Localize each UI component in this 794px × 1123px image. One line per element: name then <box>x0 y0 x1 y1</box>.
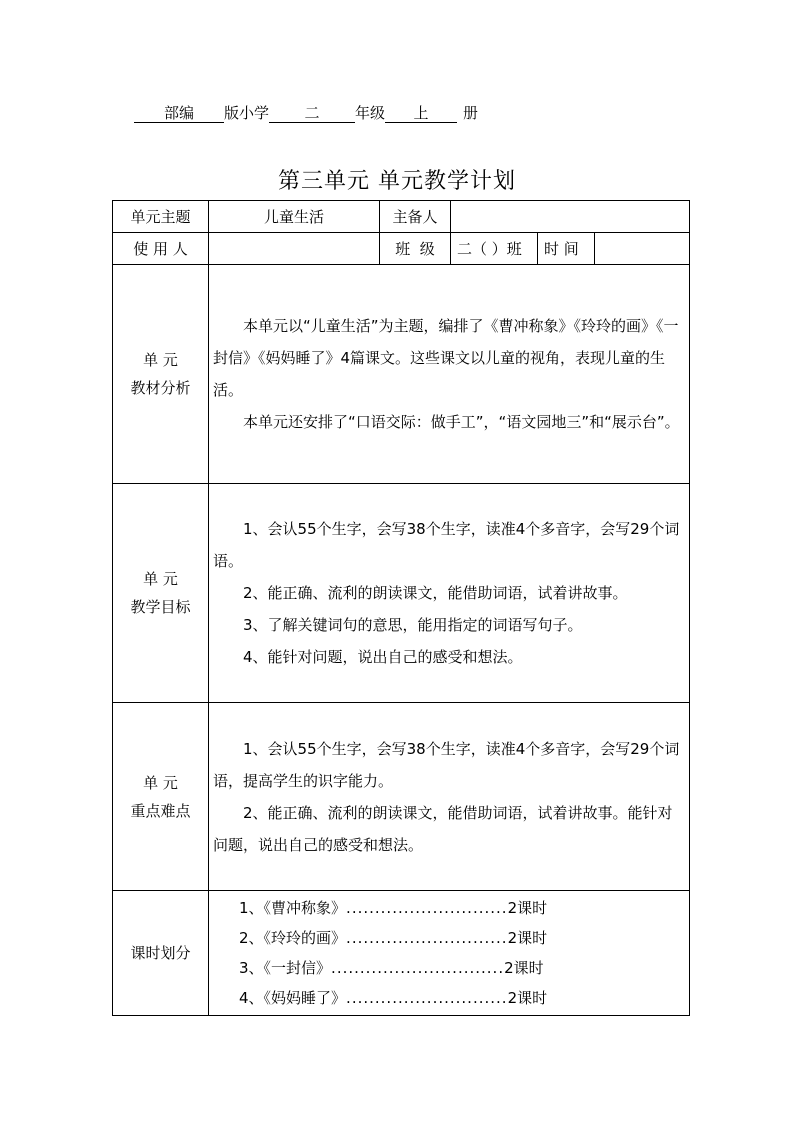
book-label: 册 <box>463 104 479 122</box>
leader-dots: ............................ <box>346 899 508 917</box>
key-item: 1、会认55个生字，会写38个生字，读准4个多音字，会写29个词语，提高学生的识字能力。 <box>213 739 680 790</box>
user-label: 使 用 人 <box>113 233 209 265</box>
analysis-label-line2: 教材分析 <box>130 379 191 397</box>
user-row <box>113 233 690 265</box>
goals-label-line2: 教学目标 <box>130 598 191 616</box>
analysis-paragraph-2: 本单元还安排了“口语交际：做手工”，“语文园地三”和“展示台”。 <box>243 413 680 431</box>
goals-row <box>113 484 690 703</box>
key-item: 2、能正确、流利的朗读课文，能借助词语，试着讲故事。能针对问题，说出自己的感受和想法。 <box>213 803 673 854</box>
analysis-content <box>209 265 690 484</box>
goals-content <box>209 484 690 703</box>
lesson-name: 4、《妈妈睡了》 <box>239 989 347 1007</box>
keys-label <box>113 703 209 891</box>
hours-content <box>209 891 690 1016</box>
preparer-label: 主备人 <box>380 201 451 233</box>
goal-item: 1、会认55个生字，会写38个生字，读准4个多音字，会写29个词语。 <box>213 520 680 570</box>
lesson-hours: 2课时 <box>507 929 548 947</box>
keys-row <box>113 703 690 891</box>
goals-label-line1: 单 元 <box>143 570 178 588</box>
lesson-name: 1、《曹冲称象》 <box>239 899 347 917</box>
hours-item <box>239 893 689 923</box>
hours-item <box>239 953 689 983</box>
user-value <box>209 233 380 265</box>
lesson-hours: 2课时 <box>507 899 548 917</box>
publisher-field: 部编 <box>134 104 224 123</box>
time-label: 时 间 <box>538 233 595 265</box>
class-value: 二（ ）班 <box>451 233 538 265</box>
goal-item: 3、了解关键词句的意思，能用指定的词语写句子。 <box>243 616 583 634</box>
goals-label <box>113 484 209 703</box>
leader-dots: ............................ <box>346 989 508 1007</box>
document-header <box>134 102 478 123</box>
time-value <box>595 233 690 265</box>
analysis-label-line1: 单 元 <box>143 351 178 369</box>
lesson-hours: 2课时 <box>504 959 544 977</box>
class-label: 班 级 <box>380 233 451 265</box>
theme-value: 儿童生活 <box>209 201 380 233</box>
school-label: 版小学 <box>224 104 270 122</box>
lesson-hours: 2课时 <box>507 989 548 1007</box>
theme-row <box>113 201 690 233</box>
hours-label: 课时划分 <box>113 891 209 1016</box>
analysis-row <box>113 265 690 484</box>
leader-dots: ............................ <box>346 929 508 947</box>
goal-item: 2、能正确、流利的朗读课文，能借助词语，试着讲故事。 <box>243 584 628 602</box>
term-field: 上 <box>385 104 457 123</box>
analysis-paragraph-1: 本单元以“儿童生活”为主题，编排了《曹冲称象》《玲玲的画》《一封信》《妈妈睡了》4篇课文。这些课文以儿童的视角，表现儿童的生活。 <box>213 317 679 399</box>
keys-label-line1: 单 元 <box>143 773 178 792</box>
grade-field: 二 <box>269 104 355 123</box>
hours-item <box>239 983 689 1013</box>
plan-table <box>112 200 690 1016</box>
preparer-value <box>451 201 690 233</box>
hours-row <box>113 891 690 1016</box>
keys-label-line2: 重点难点 <box>130 801 191 820</box>
keys-content <box>209 703 690 891</box>
leader-dots: .............................. <box>331 959 505 977</box>
hours-item <box>239 923 689 953</box>
lesson-name: 3、《一封信》 <box>239 959 332 977</box>
page-title: 第三单元 单元教学计划 <box>278 169 516 194</box>
grade-label: 年级 <box>355 104 386 122</box>
theme-label: 单元主题 <box>113 201 209 233</box>
lesson-name: 2、《玲玲的画》 <box>239 929 347 947</box>
analysis-label <box>113 265 209 484</box>
goal-item: 4、能针对问题，说出自己的感受和想法。 <box>243 648 523 666</box>
